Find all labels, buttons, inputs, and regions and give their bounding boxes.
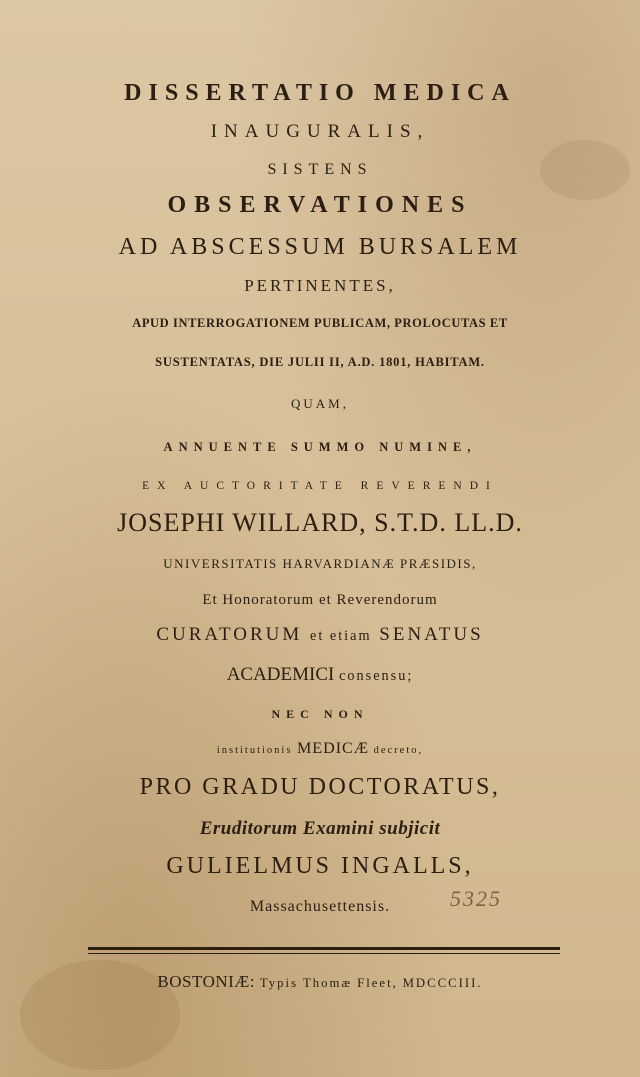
title-line-17: NEC NON bbox=[271, 707, 369, 721]
imprint-place: BOSTONIÆ: bbox=[157, 972, 256, 991]
title-line-18 bbox=[0, 740, 640, 758]
consensu-text: consensu; bbox=[339, 668, 414, 684]
et-etiam-text: et etiam bbox=[310, 628, 372, 644]
title-line-3: SISTENS bbox=[267, 161, 373, 178]
title-line-11: EX AUCTORITATE REVERENDI bbox=[142, 480, 498, 492]
academici-text: ACADEMICI bbox=[226, 664, 335, 685]
title-line-16 bbox=[0, 664, 640, 686]
imprint-year: MDCCCIII. bbox=[402, 976, 483, 990]
decreto-text: decreto, bbox=[373, 745, 424, 756]
title-line-20: Eruditorum Examini subjicit bbox=[199, 818, 441, 839]
thick-rule bbox=[88, 947, 560, 950]
title-line-13: UNIVERSITATIS HARVARDIANÆ PRÆSIDIS, bbox=[163, 556, 477, 571]
institutionis-text: institutionis bbox=[216, 745, 293, 756]
title-line-1: DISSERTATIO MEDICA bbox=[124, 80, 516, 106]
title-line-14: Et Honoratorum et Reverendorum bbox=[202, 592, 438, 608]
title-line-19: PRO GRADU DOCTORATUS, bbox=[139, 774, 501, 800]
thin-rule bbox=[88, 953, 560, 954]
imprint bbox=[0, 972, 640, 992]
imprint-printer: Typis Thomæ Fleet, bbox=[259, 976, 398, 990]
title-line-10: ANNUENTE SUMMO NUMINE, bbox=[163, 440, 477, 454]
double-rule-divider bbox=[88, 947, 560, 957]
curatorum-text: CURATORUM bbox=[156, 624, 303, 645]
author-origin: Massachusettensis. bbox=[249, 898, 391, 915]
senatus-text: SENATUS bbox=[379, 624, 484, 645]
title-line-7: APUD INTERROGATIONEM PUBLICAM, PROLOCUTAS ET bbox=[132, 316, 508, 330]
title-line-2: INAUGURALIS, bbox=[210, 121, 430, 142]
author-name: GULIELMUS INGALLS, bbox=[166, 853, 474, 879]
title-line-8: SUSTENTATAS, DIE JULII II, A.D. 1801, HABITAM. bbox=[155, 355, 485, 369]
title-line-15 bbox=[0, 624, 640, 646]
president-name: JOSEPHI WILLARD, S.T.D. LL.D. bbox=[117, 508, 523, 537]
library-stamp: 5325 bbox=[450, 886, 502, 911]
title-line-6: PERTINENTES, bbox=[244, 276, 396, 295]
title-line-9: QUAM, bbox=[291, 396, 349, 411]
medicae-text: MEDICÆ bbox=[296, 740, 370, 757]
title-line-5: AD ABSCESSUM BURSALEM bbox=[118, 234, 522, 260]
title-line-4: OBSERVATIONES bbox=[167, 192, 473, 218]
